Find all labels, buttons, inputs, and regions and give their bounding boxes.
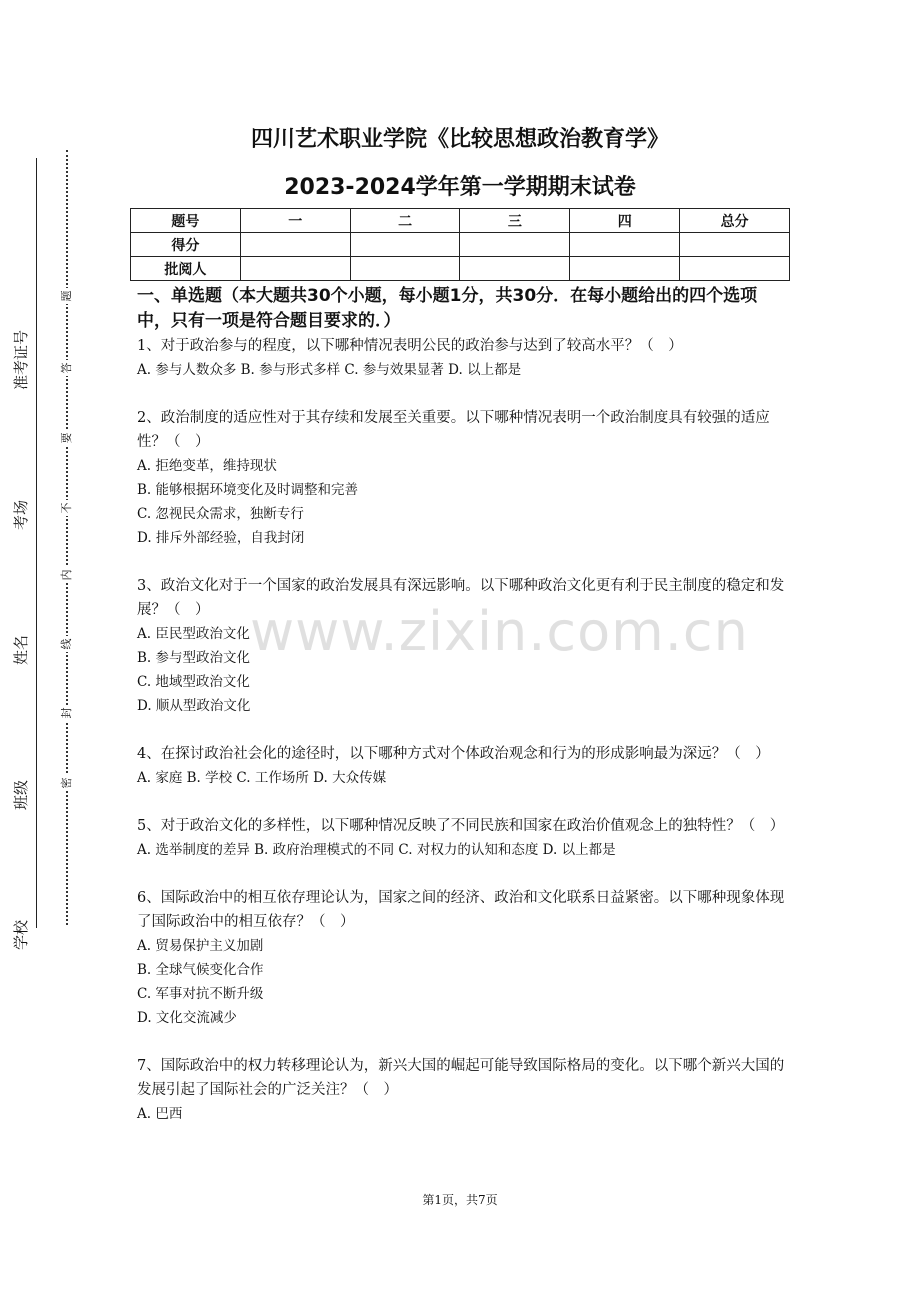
seal-line [66,150,68,925]
score-header-cell: 四 [570,209,680,233]
question-options: A. 参与人数众多 B. 参与形式多样 C. 参与效果显著 D. 以上都是 [137,362,522,378]
option-b: B. 全球气候变化合作 [137,962,264,978]
field-exam-number-label: 准考证号 [12,329,30,390]
grader-cell[interactable] [240,257,350,281]
grader-cell[interactable] [680,257,790,281]
question-options: A. 家庭 B. 学校 C. 工作场所 D. 大众传媒 [137,770,387,786]
field-class-label: 班级 [12,779,30,810]
question-stem: 4、在探讨政治社会化的途径时，以下哪种方式对个体政治观念和行为的形成影响最为深远？（ ） [137,746,770,762]
question-stem: 7、国际政治中的权力转移理论认为，新兴大国的崛起可能导致国际格局的变化。以下哪个新兴大国的发展引起了国际社会的广泛关注？（ ） [137,1058,785,1098]
option-d: D. 顺从型政治文化 [137,698,251,714]
grader-row-label: 批阅人 [131,257,241,281]
option-d: D. 排斥外部经验，自我封闭 [137,530,305,546]
score-table-header-row [131,209,790,233]
page-footer: 第1页，共7页 [422,1193,498,1207]
score-header-cell: 总分 [680,209,790,233]
question-4 [137,742,787,790]
option-b: B. 参与型政治文化 [137,650,251,666]
option-c: C. 地域型政治文化 [137,674,250,690]
score-table [130,208,790,281]
field-school-label: 学校 [12,919,30,950]
question-6 [137,886,787,1030]
score-cell[interactable] [680,233,790,257]
binding-margin [0,150,48,950]
seal-char: 封 [58,705,74,721]
score-header-cell: 二 [350,209,460,233]
question-2 [137,406,787,550]
question-stem: 5、对于政治文化的多样性，以下哪种情况反映了不同民族和国家在政治价值观念上的独特性？（ ） [137,818,785,834]
option-a: A. 臣民型政治文化 [137,626,250,642]
seal-char: 要 [58,430,74,446]
question-7 [137,1054,787,1126]
seal-char: 内 [58,567,74,583]
question-options: A. 选举制度的差异 B. 政府治理模式的不同 C. 对权力的认知和态度 D. 以上都是 [137,842,616,858]
option-d: D. 文化交流减少 [137,1010,237,1026]
option-c: C. 忽视民众需求，独断专行 [137,506,304,522]
score-header-cell: 一 [240,209,350,233]
grader-cell[interactable] [460,257,570,281]
seal-char: 线 [58,636,74,652]
watermark: www.zixin.com.cn [250,600,749,663]
score-cell[interactable] [460,233,570,257]
fill-in-line [36,158,37,928]
section-heading: 一、单选题（本大题共30个小题，每小题1分，共30分．在每小题给出的四个选项中，只有一项是符合题目要求的．） [137,286,758,331]
score-header-cell: 题号 [131,209,241,233]
seal-char: 密 [58,775,74,791]
score-header-cell: 三 [460,209,570,233]
score-row [131,233,790,257]
field-name-label: 姓名 [12,634,30,665]
option-b: B. 能够根据环境变化及时调整和完善 [137,482,359,498]
option-a: A. 巴西 [137,1106,183,1122]
question-1 [137,334,787,382]
option-a: A. 贸易保护主义加剧 [137,938,264,954]
question-stem: 1、对于政治参与的程度，以下哪种情况表明公民的政治参与达到了较高水平？（ ） [137,338,683,354]
grader-cell[interactable] [570,257,680,281]
question-5 [137,814,787,862]
exam-title: 四川艺术职业学院《比较思想政治教育学》 [250,127,669,152]
exam-subtitle: 2023-2024学年第一学期期末试卷 [284,175,636,200]
question-stem: 2、政治制度的适应性对于其存续和发展至关重要。以下哪种情况表明一个政治制度具有较强的适应性？（ ） [137,410,770,450]
score-cell[interactable] [570,233,680,257]
option-a: A. 拒绝变革，维持现状 [137,458,277,474]
score-cell[interactable] [240,233,350,257]
grader-cell[interactable] [350,257,460,281]
seal-char: 答 [58,360,74,376]
seal-char: 不 [58,500,74,516]
field-exam-room-label: 考场 [12,499,30,530]
question-stem: 6、国际政治中的相互依存理论认为，国家之间的经济、政治和文化联系日益紧密。以下哪种现象体现了国际政治中的相互依存？（ ） [137,890,785,930]
exam-content [137,284,787,1126]
question-stem: 3、政治文化对于一个国家的政治发展具有深远影响。以下哪种政治文化更有利于民主制度的稳定和发展？（ ） [137,578,785,618]
option-c: C. 军事对抗不断升级 [137,986,264,1002]
score-row-label: 得分 [131,233,241,257]
grader-row [131,257,790,281]
score-cell[interactable] [350,233,460,257]
seal-char: 题 [58,288,74,304]
